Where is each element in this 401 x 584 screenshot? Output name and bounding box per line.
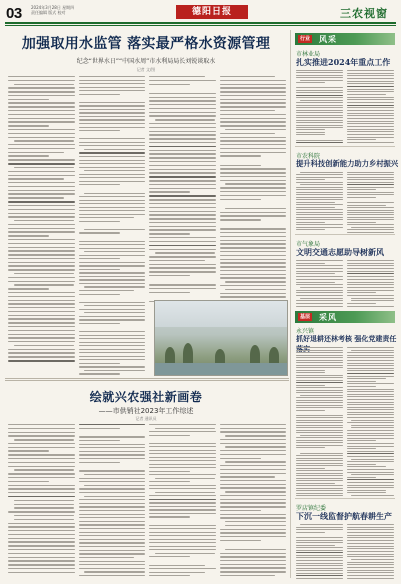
- sidebar-kicker: 市农科院: [296, 153, 321, 160]
- masthead-rule: [5, 22, 396, 24]
- banner-title: 采风: [319, 312, 337, 322]
- sidebar-divider: [295, 146, 395, 147]
- second-body-text: [8, 424, 286, 576]
- sidebar-headline: 抓好退耕还林考核 强化党建责任落实: [296, 334, 397, 353]
- second-headline: 绘就兴农强社新画卷: [89, 390, 203, 404]
- page-number: 03: [6, 5, 22, 22]
- lead-byline: 记者 文/图: [136, 67, 156, 72]
- dateline: [31, 5, 121, 15]
- newspaper-logo: 德阳日报: [176, 5, 248, 19]
- sidebar-divider: [295, 498, 395, 499]
- sidebar-body-text: [296, 172, 394, 232]
- sidebar-headline: 文明交通志愿助导树新风: [296, 247, 384, 257]
- sidebar-kicker: 市林业局: [296, 51, 321, 58]
- sidebar-body-text: [296, 524, 394, 578]
- sidebar-kicker: 永兴镇: [296, 328, 315, 335]
- sidebar-divider: [295, 234, 395, 235]
- banner-tag: 基层: [300, 314, 311, 320]
- news-photo: [154, 300, 288, 376]
- section-title: 三农视窗: [340, 7, 388, 20]
- column-divider: [290, 30, 291, 578]
- dateline-editors: 责任编辑 版式 校对: [31, 10, 66, 15]
- masthead-rule-thin: [5, 25, 396, 26]
- sidebar-headline: 扎实推进2024年重点工作: [296, 57, 391, 67]
- article-divider-thin: [5, 380, 289, 381]
- sidebar-headline: 下沉一线监督护航春耕生产: [296, 511, 392, 521]
- article-divider: [5, 378, 289, 379]
- sidebar-banner-industry: [295, 33, 395, 45]
- sidebar-kicker: 市气象局: [296, 241, 321, 248]
- sidebar-body-text: [296, 260, 394, 306]
- sidebar-kicker: 罗店镇纪委: [296, 505, 327, 512]
- second-byline: 记者 通讯员: [135, 416, 157, 421]
- dateline-date: 2024年3月28日 星期四: [31, 5, 75, 10]
- second-subhead: ——市供销社2023年工作综述: [98, 407, 194, 415]
- lead-headline: 加强取用水监管 落实最严格水资源管理: [21, 36, 271, 52]
- sidebar-banner-grassroots: [295, 311, 395, 323]
- banner-tag: 行业: [300, 36, 311, 42]
- banner-title: 风采: [319, 34, 337, 44]
- lead-subhead: 纪念“世界水日”“中国水周”市水利局局长刘锐谈取水: [76, 58, 216, 65]
- sidebar-body-text: [296, 347, 394, 495]
- sidebar-body-text: [296, 70, 394, 142]
- sidebar-headline: 提升科技创新能力助力乡村振兴: [296, 159, 399, 168]
